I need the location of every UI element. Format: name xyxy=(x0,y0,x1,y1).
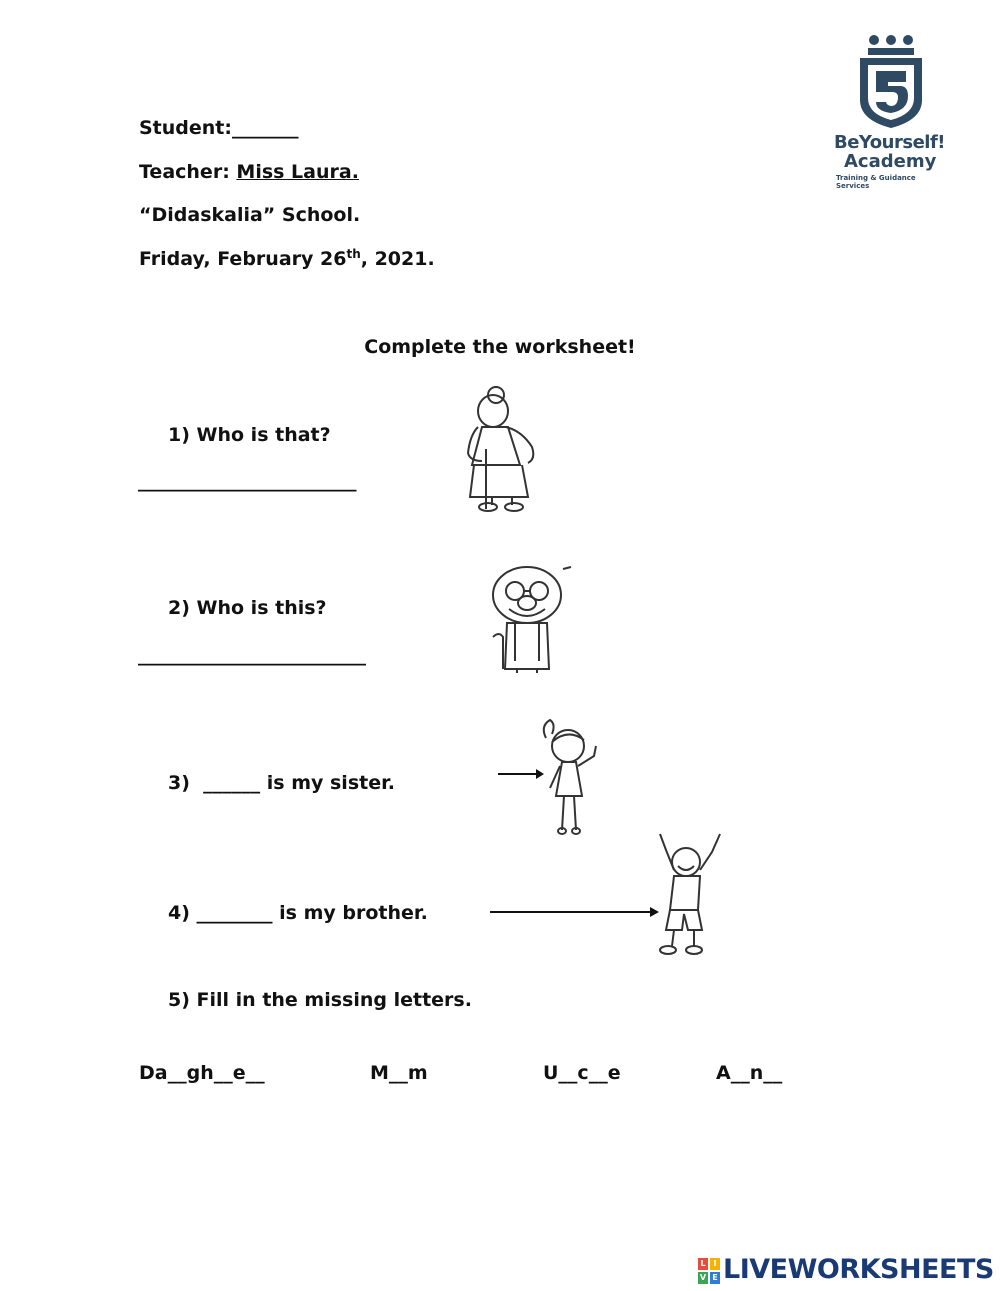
question-1-text: Who is that? xyxy=(196,424,331,446)
brand-icon xyxy=(698,1258,720,1284)
brother-illustration xyxy=(652,830,726,956)
missing-letters-word-daughter[interactable]: Da__gh__e__ xyxy=(139,1062,265,1084)
brand-icon-i: I xyxy=(710,1258,720,1270)
question-4-blank[interactable]: ________ xyxy=(196,902,273,924)
logo-line2: Academy xyxy=(844,151,937,172)
question-2-text: Who is this? xyxy=(196,597,327,619)
brand-icon-v: V xyxy=(699,1273,707,1282)
sister-illustration xyxy=(538,718,610,836)
question-5-number: 5) xyxy=(168,989,190,1011)
question-4-text: is my brother. xyxy=(279,902,428,924)
question-4 xyxy=(168,902,428,924)
logo-tagline: Training & Guidance Services xyxy=(836,174,916,190)
instruction-heading: Complete the worksheet! xyxy=(364,336,636,358)
teacher-line xyxy=(139,161,359,183)
shield-logo-icon xyxy=(832,34,950,129)
date-prefix: Friday, February 26 xyxy=(139,248,347,270)
academy-logo xyxy=(832,34,950,190)
question-3-text: is my sister. xyxy=(266,772,395,794)
grandmother-illustration xyxy=(462,385,542,513)
question-3-number: 3) xyxy=(168,772,190,794)
question-4-number: 4) xyxy=(168,902,190,924)
question-1-number: 1) xyxy=(168,424,190,446)
brand-text: LIVEWORKSHEETS xyxy=(723,1254,994,1285)
grandfather-illustration xyxy=(487,565,577,673)
arrow-right-icon xyxy=(490,904,662,920)
question-1 xyxy=(168,424,331,446)
question-5 xyxy=(168,989,472,1011)
date-suffix: , 2021. xyxy=(360,248,435,270)
brand-icon-e: E xyxy=(710,1272,720,1284)
liveworksheets-brand xyxy=(698,1256,998,1286)
school-name: “Didaskalia” School. xyxy=(139,204,361,226)
logo-line1: BeYourself! xyxy=(834,132,945,153)
question-5-text: Fill in the missing letters. xyxy=(196,989,472,1011)
student-label: Student:_______ xyxy=(139,117,299,139)
answer-line-1[interactable]: _______________________ xyxy=(138,470,357,492)
missing-letters-word-aunt[interactable]: A__n__ xyxy=(716,1062,783,1084)
question-2-number: 2) xyxy=(168,597,190,619)
brand-icon-l: L xyxy=(698,1258,708,1270)
question-3-blank[interactable]: ______ xyxy=(203,772,261,794)
date-superscript: th xyxy=(346,247,361,261)
date-line xyxy=(139,248,435,270)
missing-letters-word-uncle[interactable]: U__c__e xyxy=(543,1062,621,1084)
teacher-name: Miss Laura. xyxy=(236,161,359,183)
missing-letters-word-mum[interactable]: M__m xyxy=(370,1062,428,1084)
question-3 xyxy=(168,772,395,794)
teacher-label: Teacher: xyxy=(139,161,237,183)
answer-line-2[interactable]: ________________________ xyxy=(138,644,366,666)
question-2 xyxy=(168,597,327,619)
